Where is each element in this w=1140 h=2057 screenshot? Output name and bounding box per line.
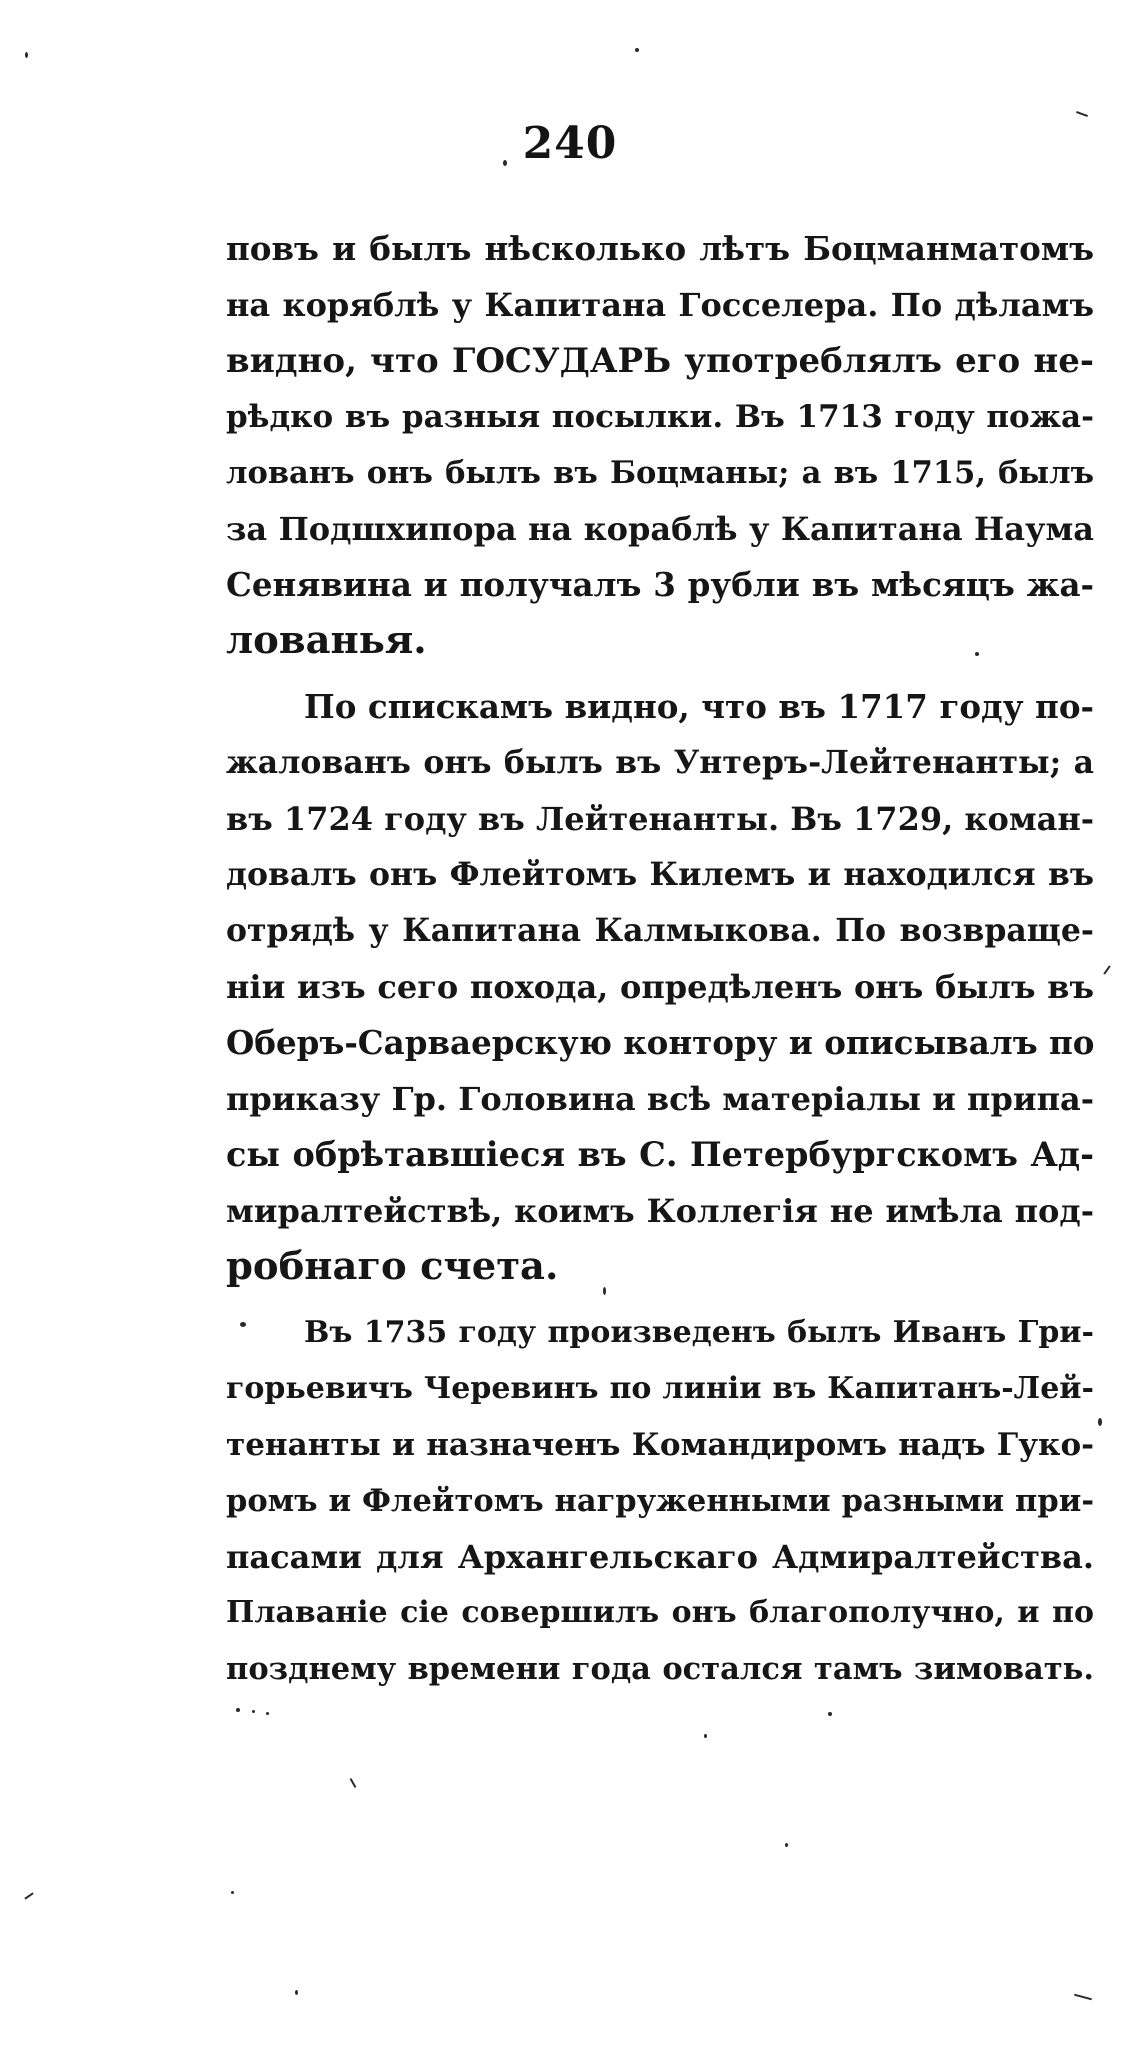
scan-speck — [231, 1891, 234, 1894]
scan-speck — [603, 1287, 606, 1295]
text-line: на коряблѣ у Капитана Госселера. По дѣламъ — [226, 286, 1094, 324]
scan-mark — [1074, 1994, 1092, 2001]
scan-speck — [503, 160, 507, 166]
body-text — [226, 221, 1094, 1697]
paragraph-2 — [226, 679, 1094, 1295]
text-line: робнаго счета. — [226, 1244, 559, 1289]
scan-speck — [295, 1990, 298, 1995]
text-line: за Подшхипора на кораблѣ у Капитана Наума — [226, 510, 1094, 548]
text-line: Плаваніе сіе совершилъ онъ благополучно, и по — [226, 1595, 1094, 1630]
text-line: сы обрѣтавшіеся въ С. Петербургскомъ Ад- — [226, 1135, 1094, 1174]
scan-mark — [350, 1778, 357, 1788]
scan-speck — [975, 652, 979, 656]
text-line: въ 1724 году въ Лейтенанты. Въ 1729, коман- — [226, 800, 1095, 838]
text-line: приказу Гр. Головина всѣ матеріалы и припа- — [226, 1080, 1094, 1118]
text-line: довалъ онъ Флейтомъ Килемъ и находился въ — [226, 856, 1094, 893]
text-line: ромъ и Флейтомъ нагруженными разными при- — [226, 1483, 1094, 1519]
text-line: рѣдко въ разныя посылки. Въ 1713 году пожа- — [226, 399, 1094, 435]
text-line: лованья. — [226, 618, 427, 663]
text-line: повъ и былъ нѣсколько лѣтъ Боцманматомъ — [226, 229, 1094, 268]
text-line: жалованъ онъ былъ въ Унтеръ-Лейтенанты; а — [226, 744, 1094, 781]
page-number: 240 — [522, 118, 618, 169]
text-line: тенанты и назначенъ Командиромъ надъ Гуко- — [226, 1427, 1094, 1463]
text-line: видно, что ГОСУДАРЬ употреблялъ его не- — [226, 341, 1094, 381]
scan-speck — [828, 1712, 832, 1716]
scan-speck — [240, 1322, 246, 1327]
text-line: горьевичъ Черевинъ по линіи въ Капитанъ-Лей- — [226, 1371, 1094, 1406]
scan-mark — [1103, 965, 1110, 974]
scan-speck — [266, 1712, 269, 1715]
text-line: Оберъ-Сарваерскую контору и описывалъ по — [226, 1023, 1095, 1062]
scan-speck — [704, 1734, 707, 1738]
scan-speck — [236, 1708, 240, 1712]
text-line: По спискамъ видно, что въ 1717 году по- — [304, 687, 1094, 726]
scan-mark — [1076, 111, 1088, 117]
scan-speck — [252, 1710, 255, 1713]
text-line: ніи изъ сего похода, опредѣленъ онъ былъ въ — [226, 968, 1094, 1006]
paragraph-1 — [226, 221, 1094, 669]
text-line: отрядѣ у Капитана Калмыкова. По возвраще- — [226, 912, 1094, 949]
scan-speck — [1098, 1418, 1102, 1426]
text-line: Въ 1735 году произведенъ былъ Иванъ Гри- — [304, 1315, 1094, 1350]
scan-speck — [785, 1843, 788, 1847]
text-line: Сенявина и получалъ 3 рубли въ мѣсяцъ жа- — [226, 565, 1094, 604]
scan-speck — [635, 48, 639, 52]
scan-mark — [24, 1892, 33, 1899]
text-line: миралтействѣ, коимъ Коллегія не имѣла под- — [226, 1192, 1094, 1230]
text-line: лованъ онъ былъ въ Боцманы; а въ 1715, былъ — [226, 455, 1094, 491]
text-line: пасами для Архангельскаго Адмиралтейства. — [226, 1538, 1094, 1576]
paragraph-3 — [226, 1305, 1094, 1697]
text-line: позднему времени года остался тамъ зимовать. — [226, 1651, 1094, 1687]
scan-speck — [25, 52, 28, 58]
